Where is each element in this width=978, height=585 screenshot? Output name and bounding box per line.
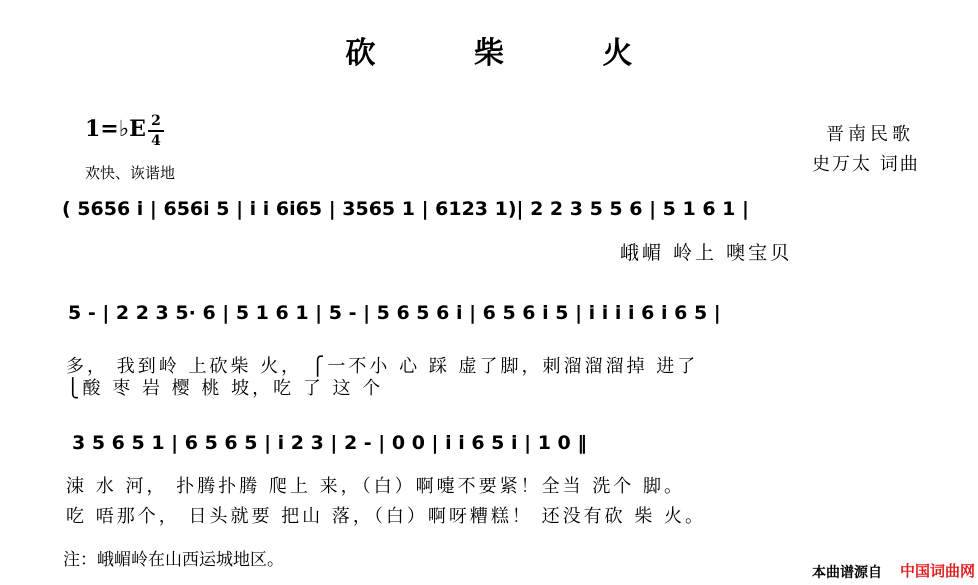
tempo-marking: 欢快、诙谐地 <box>85 164 176 182</box>
time-signature-bottom: 4 <box>151 133 161 149</box>
time-signature <box>148 112 164 150</box>
time-signature-top: 2 <box>151 113 161 129</box>
staff-2-notes: 5 - | 2 2 3 5· 6 | 5 1 6 1 | 5 - | 5 6 5 6 i | 6 5 6 i 5 | i i i i 6 i 6 5 | <box>68 302 721 324</box>
time-signature-bar <box>148 130 164 132</box>
staff-3-lyric-2: 吃 唔那个， 日头就要 把山 落，（白）啊呀糟糕！ 还没有砍 柴 火。 <box>66 506 707 527</box>
site-link[interactable]: 中国词曲网 <box>900 562 976 580</box>
song-composer: 史万太 词曲 <box>812 154 920 175</box>
song-origin: 晋南民歌 <box>826 124 914 145</box>
staff-2-lyric-2: ⎩酸 枣 岩 樱 桃 坡，吃 了 这 个 <box>66 378 384 399</box>
staff-3-lyric-1: 涑 水 河， 扑腾扑腾 爬上 来，（白）啊嚏不要紧！全当 洗个 脚。 <box>66 476 686 497</box>
key-signature: 1=♭E <box>85 116 146 142</box>
song-title: 砍 柴 火 <box>345 36 677 71</box>
footnote: 注：峨嵋岭在山西运城地区。 <box>63 550 284 570</box>
staff-2-lyric-1: 多， 我到岭 上砍柴 火， ⎧一不小 心 踩 虚了脚，刺溜溜溜掉 进了 <box>66 356 699 377</box>
staff-1-lyric-1: 峨嵋 岭上 噢宝贝 <box>620 242 793 264</box>
staff-1-notes: ( 5656 i | 656i 5 | i i 6i65 | 3565 1 | 6123 1)| 2 2 3 5 5 6 | 5 1 6 1 | <box>62 198 749 220</box>
staff-3-notes: 3 5 6 5 1 | 6 5 6 5 | i 2 3 | 2 - | 0 0 | i i 6 5 i | 1 0 ‖ <box>72 432 587 454</box>
source-label: 本曲谱源自 <box>812 565 882 581</box>
